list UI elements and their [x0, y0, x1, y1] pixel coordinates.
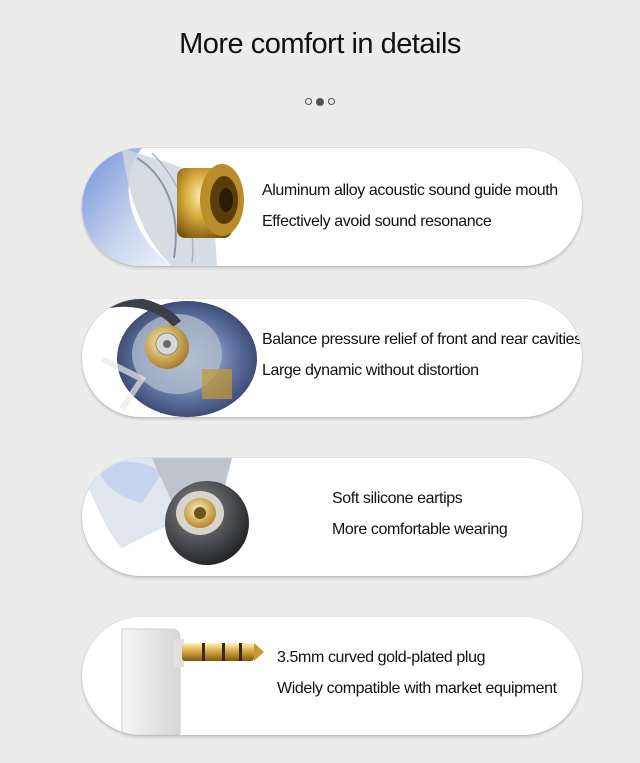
feature-title: Aluminum alloy acoustic sound guide mouth — [262, 182, 558, 199]
carousel-dot[interactable] — [328, 98, 335, 105]
carousel-indicator — [0, 93, 640, 111]
feature-card-plug — [82, 617, 582, 735]
feature-text — [262, 324, 582, 386]
feature-subtitle: Widely compatible with market equipment — [277, 680, 557, 697]
feature-subtitle: Effectively avoid sound resonance — [262, 213, 492, 230]
feature-text — [262, 175, 558, 237]
feature-title: 3.5mm curved gold-plated plug — [277, 649, 486, 666]
feature-subtitle: More comfortable wearing — [332, 521, 508, 538]
feature-title: Soft silicone eartips — [332, 490, 463, 507]
gold-plated-plug-image — [82, 617, 272, 735]
carousel-dot-active[interactable] — [316, 98, 324, 106]
dynamic-driver-cavity-image — [82, 299, 257, 417]
sound-guide-nozzle-image — [82, 148, 257, 266]
feature-text — [332, 483, 507, 545]
carousel-dot[interactable] — [305, 98, 312, 105]
feature-card-sound-guide — [82, 148, 582, 266]
feature-card-dynamic-driver — [82, 299, 582, 417]
feature-subtitle: Large dynamic without distortion — [262, 362, 479, 379]
silicone-eartip-image — [82, 458, 332, 576]
feature-text — [277, 642, 557, 704]
page-title: More comfort in details — [179, 28, 461, 60]
feature-card-eartips — [82, 458, 582, 576]
feature-title: Balance pressure relief of front and rear cavities — [262, 331, 582, 348]
